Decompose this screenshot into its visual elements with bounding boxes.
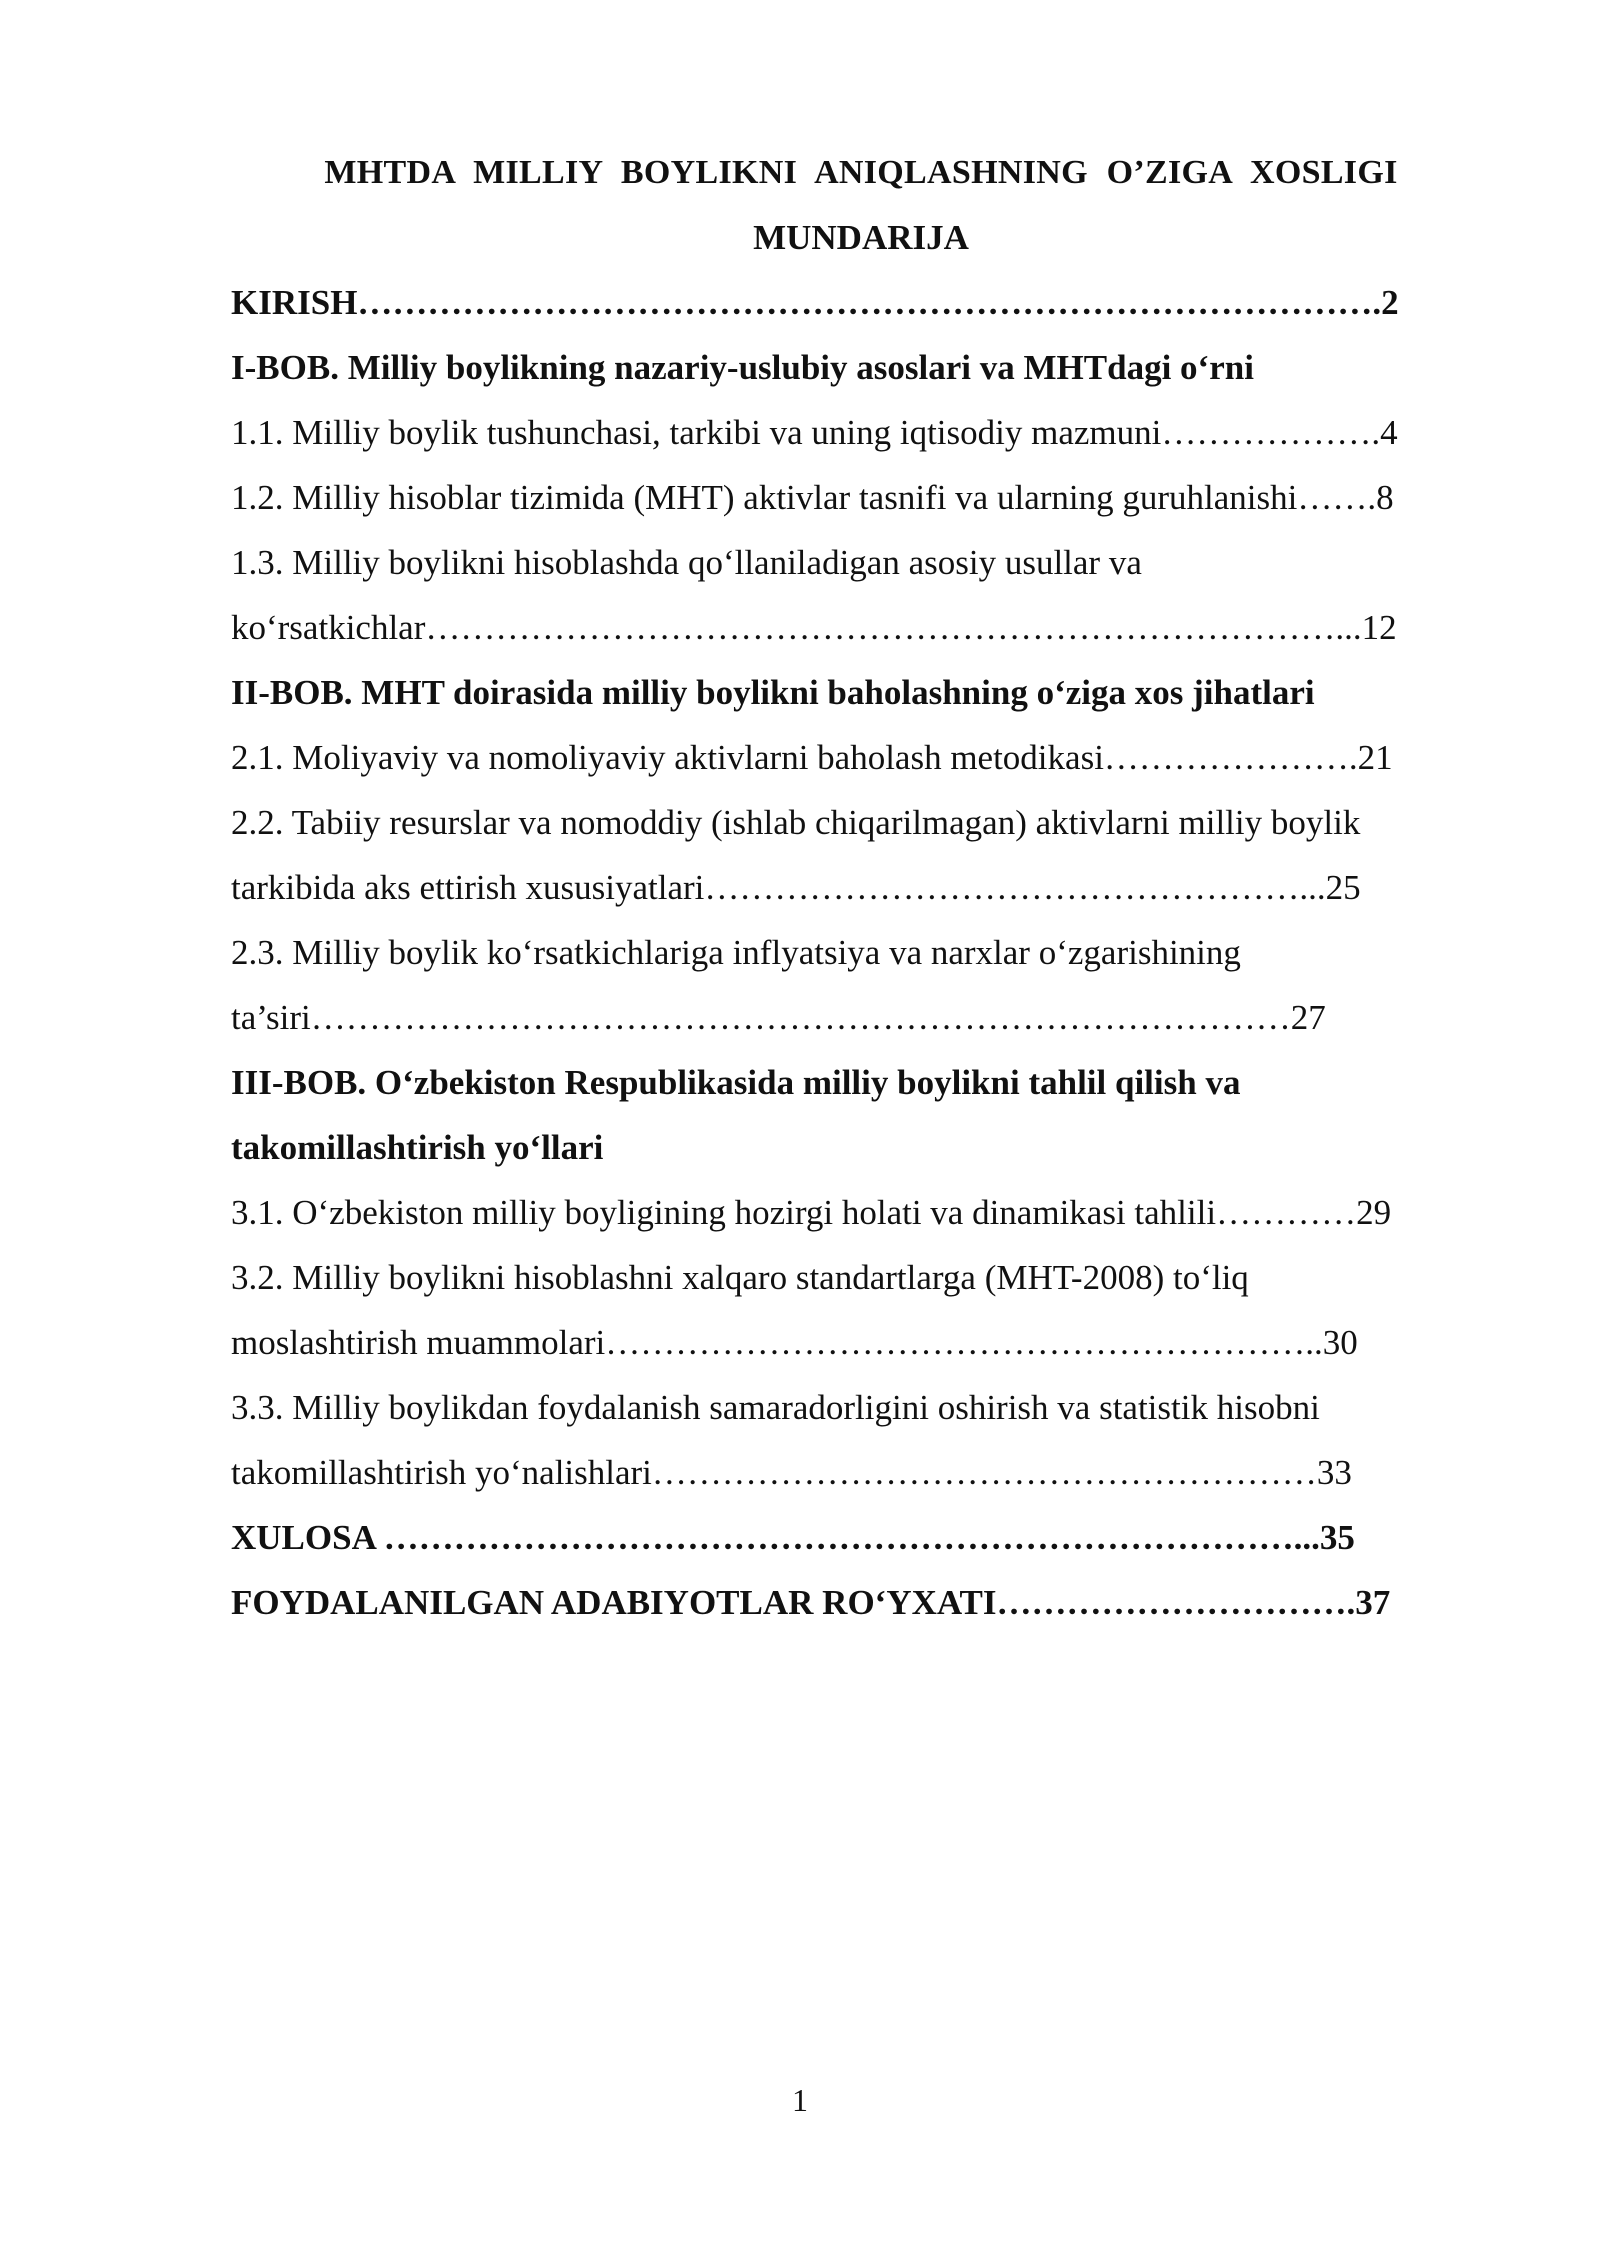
toc-line: tarkibida aks ettirish xususiyatlari……………………………………………...25 [231, 868, 1361, 907]
toc-line: 2.3. Milliy boylik ko‘rsatkichlariga inflyatsiya va narxlar o‘zgarishining [231, 933, 1241, 972]
toc-line: takomillashtirish yo‘nalishlari…………………………………………………33 [231, 1453, 1352, 1492]
toc-line: 1.1. Milliy boylik tushunchasi, tarkibi va uning iqtisodiy mazmuni……………….4 [231, 413, 1398, 452]
toc-line: 2.1. Moliyaviy va nomoliyaviy aktivlarni baholash metodikasi………………….21 [231, 738, 1393, 777]
toc-line: ta’siri…………………………………………………………………………27 [231, 998, 1326, 1037]
page-number: 1 [792, 2082, 808, 2118]
toc-line: 3.3. Milliy boylikdan foydalanish samaradorligini oshirish va statistik hisobni [231, 1388, 1320, 1427]
toc-line: ko‘rsatkichlar……………………………………………………………………...12 [231, 608, 1397, 647]
toc-line: KIRISH…………………………………………………………………………….2 [231, 283, 1399, 322]
toc-line: 1.3. Milliy boylikni hisoblashda qo‘llaniladigan asosiy usullar va [231, 543, 1142, 582]
document-title: MHTDA MILLIY BOYLIKNI ANIQLASHNING O’ZIGA XOSLIGI [324, 154, 1398, 191]
toc-line: XULOSA ……………………………………………………………………...35 [231, 1518, 1355, 1557]
toc-line: 3.2. Milliy boylikni hisoblashni xalqaro standartlarga (MHT-2008) to‘liq [231, 1258, 1249, 1297]
toc-line: II-BOB. MHT doirasida milliy boylikni baholashning o‘ziga xos jihatlari [231, 673, 1315, 712]
toc-line: FOYDALANILGAN ADABIYOTLAR RO‘YXATI………………………….37 [231, 1583, 1391, 1622]
toc-line: I-BOB. Milliy boylikning nazariy-uslubiy asoslari va MHTdagi o‘rni [231, 348, 1254, 387]
toc-line: III-BOB. O‘zbekiston Respublikasida milliy boylikni tahlil qilish va [231, 1063, 1241, 1102]
toc-heading: MUNDARIJA [753, 218, 969, 257]
toc-line: 3.1. O‘zbekiston milliy boyligining hozirgi holati va dinamikasi tahlili…………29 [231, 1193, 1392, 1232]
toc-line: 2.2. Tabiiy resurslar va nomoddiy (ishlab chiqarilmagan) aktivlarni milliy boylik [231, 803, 1361, 842]
toc-line: 1.2. Milliy hisoblar tizimida (MHT) aktivlar tasnifi va ularning guruhlanishi…….8 [231, 478, 1394, 517]
toc-line: takomillashtirish yo‘llari [231, 1128, 604, 1167]
toc-content [231, 140, 1491, 1635]
toc-line: moslashtirish muammolari……………………………………………………..30 [231, 1323, 1358, 1362]
